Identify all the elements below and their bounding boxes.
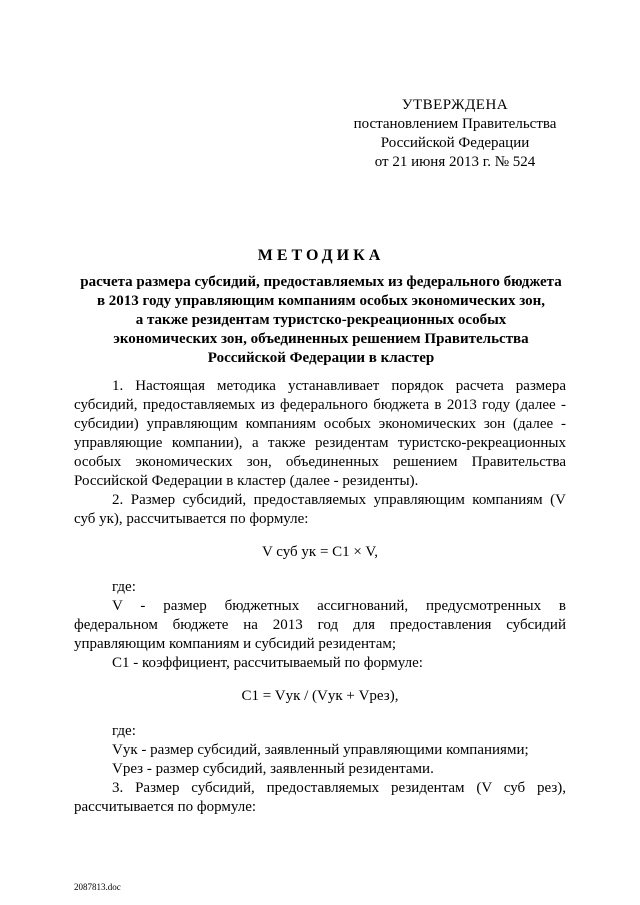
formula-c1: C1 = Vук / (Vук + Vрез), [241, 688, 399, 704]
definition-c1: C1 - коэффициент, рассчитываемый по формуле: [112, 655, 423, 671]
subtitle-line: экономических зон, объединенных решением Правительства [113, 331, 529, 347]
definition-vuk: Vук - размер субсидий, заявленный управляющими компаниями; [112, 742, 529, 758]
document-title: МЕТОДИКА [257, 247, 385, 264]
approval-stamp [330, 96, 580, 172]
document-body [74, 377, 566, 817]
approval-line-3: от 21 июня 2013 г. № 524 [374, 154, 536, 170]
approval-line-1: постановлением Правительства [353, 116, 557, 132]
approval-heading: УТВЕРЖДЕНА [401, 97, 509, 113]
subtitle-line: а также резидентам туристско-рекреационных особых [135, 312, 507, 328]
where-label-2: где: [112, 723, 136, 739]
definition-vrez: Vрез - размер субсидий, заявленный резидентами. [112, 761, 434, 777]
approval-line-2: Российской Федерации [380, 135, 530, 151]
paragraph-1: 1. Настоящая методика устанавливает порядок расчета размера субсидий, предоставляемых из федерального бюджета в 2013 году (далее - субсидии) управляющим компаниям особых экономических зон (далее - управляющие компании), а также резидентам туристско-рекреационных особых экономических зон, объединенных решением Правительства Российской Федерации в кластер (далее - резиденты). [74, 378, 566, 489]
formula-v-sub-uk: V суб ук = C1 × V, [261, 544, 379, 560]
definition-v: V - размер бюджетных ассигнований, предусмотренных в федеральном бюджете на 2013 год для предоставления субсидий управляющим компаниям и субсидий резидентам; [74, 598, 566, 652]
subtitle-line: Российской Федерации в кластер [207, 350, 435, 366]
subtitle-line: в 2013 году управляющим компаниям особых экономических зон, [96, 293, 546, 309]
document-title-block [60, 245, 582, 368]
subtitle-line: расчета размера субсидий, предоставляемых из федерального бюджета [80, 274, 562, 290]
paragraph-2: 2. Размер субсидий, предоставляемых управляющим компаниям (V суб ук), рассчитывается по формуле: [74, 492, 566, 527]
where-label-1: где: [112, 579, 136, 595]
paragraph-3: 3. Размер субсидий, предоставляемых резидентам (V суб рез), рассчитывается по формуле: [74, 780, 566, 815]
document-subtitle [60, 273, 582, 368]
document-file-id: 2087813.doc [74, 882, 121, 892]
